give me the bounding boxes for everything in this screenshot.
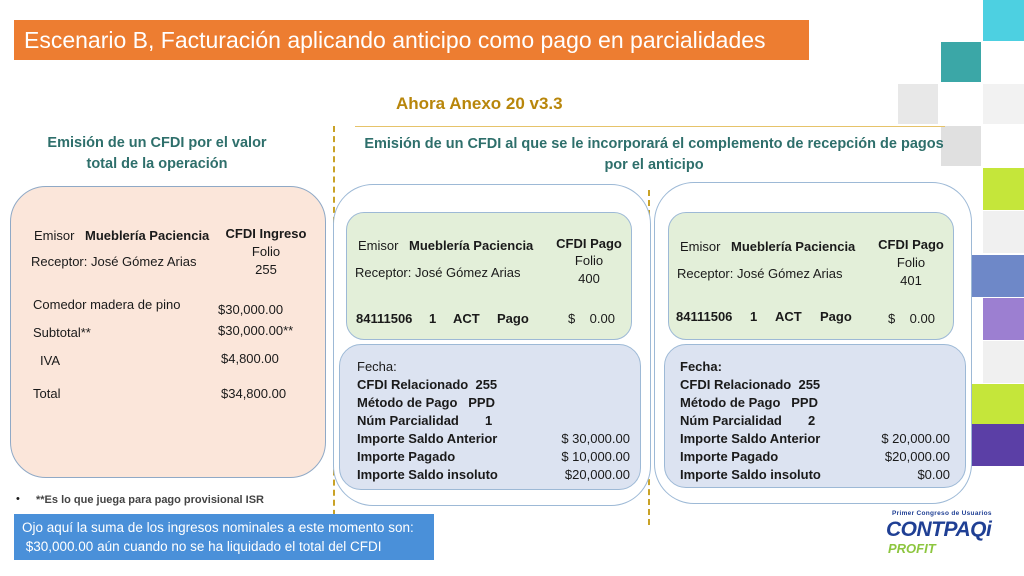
subtotal-amount: $30,000.00** [218,323,294,338]
decor-square [983,168,1024,210]
pago2-concept-desc: Pago [820,309,852,324]
pago1-metodo: Método de Pago PPD [357,395,495,410]
pago2-metodo: Método de Pago PPD [680,395,818,410]
pago2-pagado: $20,000.00 [884,449,950,464]
pago2-fecha: Fecha: [680,359,722,374]
pago1-pagado: $ 10,000.00 [561,449,630,464]
decor-square [898,84,938,124]
decor-square [983,84,1024,124]
total-label: Total [33,386,61,401]
logo-sub: PROFIT [888,541,936,556]
pago1-folio-value: 400 [578,271,600,286]
slide-title: Escenario B, Facturación aplicando anticipo como pago en parcialidades [14,20,809,60]
emisor-label: Emisor [34,228,75,243]
pago2-saldo-anterior-label: Importe Saldo Anterior [680,431,821,446]
pago2-cfdi-type: CFDI Pago [878,237,944,252]
pago2-receptor: Receptor: José Gómez Arias [677,266,843,281]
pago2-parcialidad-label: Núm Parcialidad [680,413,782,428]
pago1-emisor-label: Emisor [358,238,399,253]
decor-square [966,384,1024,424]
folio-value: 255 [255,262,277,277]
pago1-concept-qty: 1 [429,311,437,326]
pago2-folio-label: Folio [896,255,926,270]
iva-amount: $4,800.00 [221,351,279,366]
pago2-insoluto: $0.00 [917,467,950,482]
emisor-name: Mueblería Paciencia [85,228,210,243]
pago1-parcialidad-label: Núm Parcialidad [357,413,459,428]
logo-brand: CONTPAQi [886,518,992,541]
pago2-emisor-label: Emisor [680,239,721,254]
pago2-insoluto-label: Importe Saldo insoluto [680,467,821,482]
pago2-emisor-name: Mueblería Paciencia [731,239,856,254]
item-description: Comedor madera de pino [33,297,181,312]
pago2-concept-unit: ACT [775,309,802,324]
iva-label: IVA [40,353,60,368]
pago2-saldo-anterior: $ 20,000.00 [881,431,950,446]
decor-square [966,424,1024,466]
item-amount: $30,000.00 [218,302,284,317]
right-heading: Emisión de un CFDI al que se le incorporará el complemento de recepción de pagos por el anticipo [364,136,944,173]
footnote: **Es lo que juega para pago provisional ISR [36,494,264,506]
pago1-insoluto-label: Importe Saldo insoluto [357,467,498,482]
note-box [14,514,434,560]
pago1-parcialidad: 1 [485,413,493,428]
subtotal-label: Subtotal** [33,325,91,340]
receptor: Receptor: José Gómez Arias [31,254,197,269]
pago1-concept-code: 84111506 [356,311,413,326]
note-line-2: $30,000.00 aún cuando no se ha liquidado el total del CFDI [22,539,382,554]
pago1-concept-amount: $ 0.00 [568,311,615,326]
pago2-pagado-label: Importe Pagado [680,449,779,464]
cfdi-type: CFDI Ingreso [225,226,307,241]
pago2-relacionado: CFDI Relacionado 255 [680,377,821,392]
pago2-parcialidad: 2 [808,413,816,428]
decor-square [983,341,1024,383]
pago1-insoluto: $20,000.00 [564,467,630,482]
decor-square [983,0,1024,41]
folio-label: Folio [251,244,281,259]
pago1-concept-desc: Pago [497,311,529,326]
decor-square [966,255,1024,297]
footnote-bullet: • [16,493,20,505]
decor-square [983,298,1024,340]
pago1-saldo-anterior-label: Importe Saldo Anterior [357,431,498,446]
decor-square [941,42,981,82]
pago1-relacionado: CFDI Relacionado 255 [357,377,498,392]
pago2-concept-amount: $ 0.00 [888,311,935,326]
contpaqi-logo [886,510,1010,566]
pago2-concept-qty: 1 [750,309,758,324]
pago1-cfdi-type: CFDI Pago [556,236,622,251]
pago1-concept-unit: ACT [453,311,480,326]
logo-tagline: Primer Congreso de Usuarios [892,510,992,517]
pago1-saldo-anterior: $ 30,000.00 [561,431,630,446]
decor-square [983,211,1024,253]
left-heading: Emisión de un CFDI por el valor total de la operación [47,135,267,172]
anexo-heading: Ahora Anexo 20 v3.3 [396,94,563,113]
pago2-folio-value: 401 [900,273,922,288]
pago1-emisor-name: Mueblería Paciencia [409,238,534,253]
note-line-1: Ojo aquí la suma de los ingresos nominales a este momento son: [22,520,414,535]
pago2-concept-code: 84111506 [676,309,733,324]
divider-line [355,126,945,127]
total-amount: $34,800.00 [221,386,287,401]
pago1-pagado-label: Importe Pagado [357,449,456,464]
pago1-fecha: Fecha: [357,359,397,374]
pago1-receptor: Receptor: José Gómez Arias [355,265,521,280]
pago1-folio-label: Folio [574,253,604,268]
